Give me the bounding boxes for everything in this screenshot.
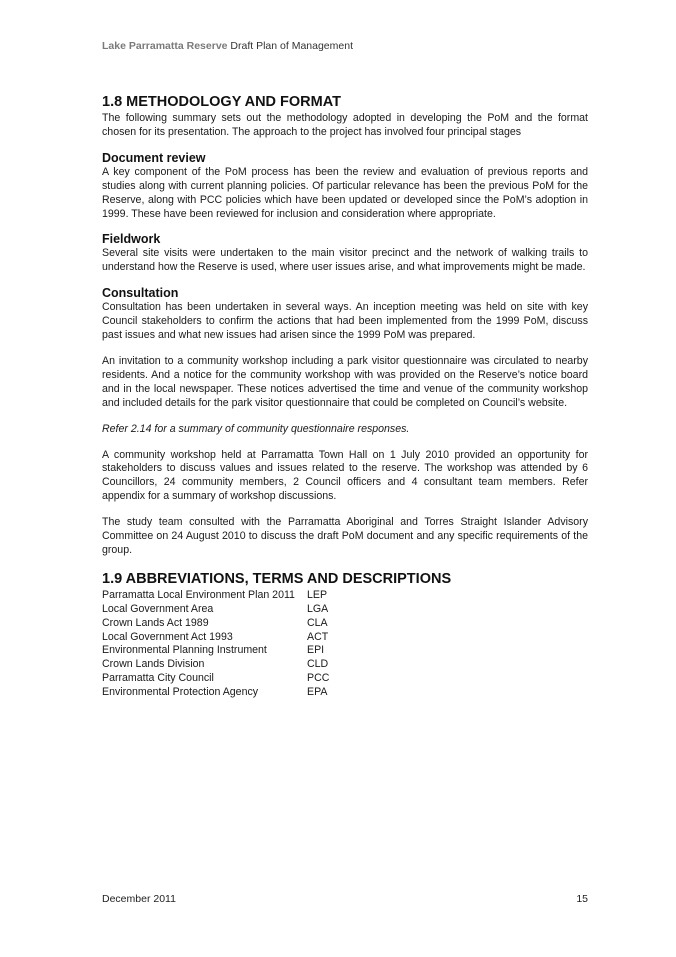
abbreviation-term: Parramatta City Council [102, 672, 214, 685]
footer-page-number: 15 [576, 893, 588, 905]
table-row [102, 644, 329, 658]
consultation-paragraph-2: An invitation to a community workshop including a park visitor questionnaire was circulated to nearby residents. And a notice for the community workshop with was provided on the Reserve’s notice board and in the local newspaper. These notices advertised the time and venue of the community workshop and included details for the park visitor questionnaire that could be completed on Council’s website. [102, 354, 588, 409]
running-header [102, 40, 353, 52]
footer-date: December 2011 [102, 893, 176, 905]
header-title: Draft Plan of Management [230, 40, 353, 52]
abbreviation-code: ACT [307, 630, 329, 643]
abbreviation-code: LGA [307, 602, 329, 615]
table-row [102, 631, 329, 645]
abbreviation-term: Crown Lands Act 1989 [102, 616, 209, 629]
consultation-heading: Consultation [102, 286, 179, 301]
abbreviation-term: Parramatta Local Environment Plan 2011 [102, 588, 295, 601]
consultation-paragraph-3: Refer 2.14 for a summary of community questionnaire responses. [102, 422, 410, 435]
abbreviation-term: Environmental Planning Instrument [102, 644, 267, 657]
consultation-paragraph-5: The study team consulted with the Parramatta Aboriginal and Torres Straight Islander Advisory Committee on 24 August 2010 to discuss the draft PoM document and any specific requirements of the group. [102, 516, 588, 556]
section-1-9-heading: 1.9 ABBREVIATIONS, TERMS AND DESCRIPTIONS [102, 570, 452, 587]
section-1-8-heading: 1.8 METHODOLOGY AND FORMAT [102, 94, 341, 110]
table-row [102, 589, 329, 603]
abbreviation-term: Crown Lands Division [102, 658, 205, 671]
consultation-paragraph-4: A community workshop held at Parramatta Town Hall on 1 July 2010 provided an opportunity for stakeholders to discuss values and issues related to the reserve. The workshop was attended by 6 Councillors, 24 community members, 2 Council officers and 4 consultant team members. Refer appendix for a summary of workshop discussions. [102, 448, 588, 503]
table-row [102, 603, 329, 617]
table-row [102, 686, 329, 700]
abbreviation-code: EPA [307, 686, 328, 699]
page-content [102, 94, 588, 700]
abbreviation-code: LEP [307, 588, 328, 601]
abbreviation-term: Local Government Area [102, 602, 214, 615]
abbreviation-code: PCC [307, 672, 330, 685]
abbreviation-code: CLD [307, 658, 329, 671]
abbreviation-code: CLA [307, 616, 328, 629]
document-review-text: A key component of the PoM process has been the review and evaluation of previous reports and studies along with current planning policies. Of particular relevance has been the previous PoM for the Reserve, along with PCC policies which have been updated or developed since the PoM’s adoption in 1999. These have been reviewed for inclusion and consideration where appropriate. [102, 165, 588, 220]
abbreviation-term: Local Government Act 1993 [102, 630, 233, 643]
fieldwork-heading: Fieldwork [102, 232, 161, 247]
abbreviations-table [102, 589, 329, 700]
table-row [102, 617, 329, 631]
table-row [102, 658, 329, 672]
header-brand: Lake Parramatta Reserve [102, 40, 228, 52]
fieldwork-text: Several site visits were undertaken to the main visitor precinct and the network of walking trails to understand how the Reserve is used, where user issues arise, and what improvements might be made. [102, 247, 588, 274]
table-row [102, 672, 329, 686]
consultation-paragraph-1: Consultation has been undertaken in several ways. An inception meeting was held on site with key Council stakeholders to confirm the actions that had been implemented from the 1999 PoM, discuss past issues and what new issues had arisen since the 1999 PoM was prepared. [102, 301, 588, 342]
abbreviation-term: Environmental Protection Agency [102, 686, 259, 699]
abbreviation-code: EPI [307, 644, 325, 657]
document-review-heading: Document review [102, 150, 206, 165]
section-1-8-intro: The following summary sets out the methodology adopted in developing the PoM and the format chosen for its presentation. The approach to the project has involved four principal stages [102, 112, 588, 138]
